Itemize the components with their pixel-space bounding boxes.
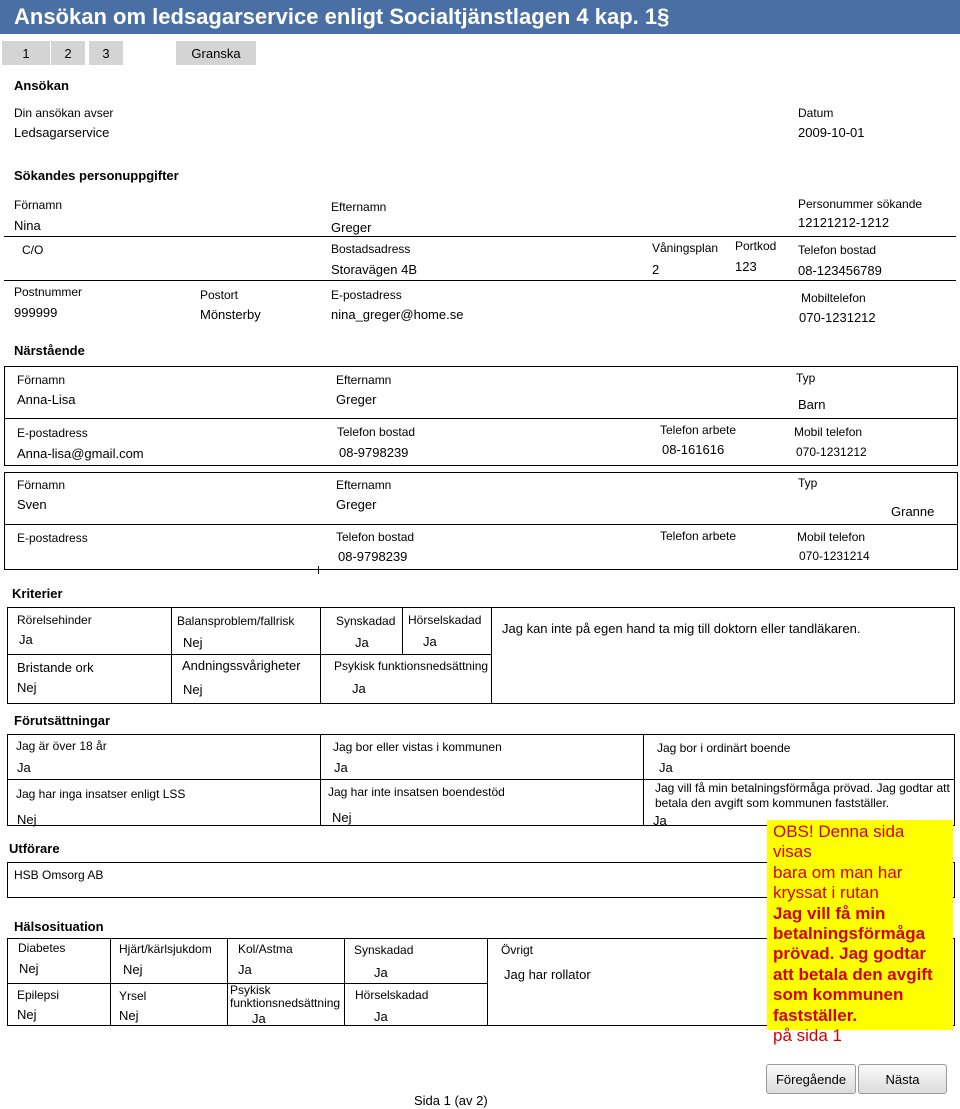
boendestod-label: Jag har inte insatsen boendestöd xyxy=(328,785,505,799)
page-title: Ansökan om ledsagarservice enligt Socialtjänstlagen 4 kap. 1§ xyxy=(14,4,670,29)
over18[interactable]: Ja xyxy=(17,760,31,775)
horselskadad[interactable]: Ja xyxy=(423,634,437,649)
halsa-psykisk-label-2: funktionsnedsättning xyxy=(230,996,341,1010)
tab-granska[interactable]: Granska xyxy=(176,41,256,65)
n1-fornamn[interactable]: Anna-Lisa xyxy=(17,392,76,407)
bostadsadress-label: Bostadsadress xyxy=(331,242,411,256)
divider xyxy=(491,607,492,704)
previous-button[interactable]: Föregående xyxy=(766,1064,856,1094)
betalning[interactable]: Ja xyxy=(653,813,667,828)
mobil[interactable]: 070-1231212 xyxy=(799,310,876,325)
sokande-fornamn-label: Förnamn xyxy=(14,198,63,212)
n2-fornamn[interactable]: Sven xyxy=(17,497,47,512)
n1-tel-bostad-label: Telefon bostad xyxy=(337,425,416,439)
ordinart[interactable]: Ja xyxy=(659,760,673,775)
halsa-psykisk[interactable]: Ja xyxy=(252,1011,266,1026)
epilepsi[interactable]: Nej xyxy=(17,1007,37,1022)
ovrigt-label: Övrigt xyxy=(501,943,534,957)
n2-efternamn[interactable]: Greger xyxy=(336,497,377,512)
portkod-label: Portkod xyxy=(735,239,777,253)
bristande-ork-label: Bristande ork xyxy=(17,660,94,675)
epost-label: E-postadress xyxy=(331,288,402,302)
obs-line: fastställer. xyxy=(773,1005,858,1025)
lss[interactable]: Nej xyxy=(17,812,37,827)
sokande-efternamn[interactable]: Greger xyxy=(331,220,372,235)
balans[interactable]: Nej xyxy=(183,635,203,650)
balans-label: Balansproblem/fallrisk xyxy=(177,614,295,628)
n2-mobil[interactable]: 070-1231214 xyxy=(799,549,870,563)
rorelsehinder-label: Rörelsehinder xyxy=(17,613,92,627)
n1-efternamn[interactable]: Greger xyxy=(336,392,377,407)
n1-epost-label: E-postadress xyxy=(17,426,88,440)
obs-line: att betala den avgift xyxy=(773,964,933,984)
andning[interactable]: Nej xyxy=(183,682,203,697)
bristande-ork[interactable]: Nej xyxy=(17,680,37,695)
utforare-heading: Utförare xyxy=(9,841,60,856)
halsa-horselskadad-label: Hörselskadad xyxy=(355,988,429,1002)
epost[interactable]: nina_greger@home.se xyxy=(331,307,464,322)
n1-tel-arbete-label: Telefon arbete xyxy=(660,423,737,437)
n2-typ[interactable]: Granne xyxy=(891,504,935,519)
obs-line: prövad. Jag godtar xyxy=(773,944,927,964)
divider xyxy=(402,607,403,654)
obs-line: Jag vill få min xyxy=(773,903,886,923)
divider xyxy=(4,524,958,525)
co-label: C/O xyxy=(22,243,44,257)
divider xyxy=(227,938,228,1026)
divider xyxy=(4,236,956,237)
obs-line: betalningsförmåga xyxy=(773,924,926,944)
rorelsehinder[interactable]: Ja xyxy=(19,632,33,647)
vaningsplan-label: Våningsplan xyxy=(652,241,719,255)
betalning-label-2: betala den avgift som kommunen fastställer. xyxy=(655,796,890,810)
yrsel-label: Yrsel xyxy=(119,989,147,1003)
postnummer[interactable]: 999999 xyxy=(14,305,58,320)
ordinart-label: Jag bor i ordinärt boende xyxy=(657,741,791,755)
diabetes[interactable]: Nej xyxy=(19,961,39,976)
kol[interactable]: Ja xyxy=(238,962,252,977)
sokande-heading: Sökandes personuppgifter xyxy=(14,168,179,183)
postnummer-label: Postnummer xyxy=(14,285,83,299)
divider xyxy=(110,938,111,1026)
epilepsi-label: Epilepsi xyxy=(17,988,60,1002)
personnummer-label: Personummer sökande xyxy=(798,197,923,211)
halsa-psykisk-label-1: Psykisk xyxy=(230,983,271,997)
yrsel[interactable]: Nej xyxy=(119,1008,139,1023)
horselskadad-label: Hörselskadad xyxy=(408,613,482,627)
over18-label: Jag är över 18 år xyxy=(16,739,107,753)
personnummer[interactable]: 12121212-1212 xyxy=(798,215,890,230)
n1-mobil-label: Mobil telefon xyxy=(794,425,863,439)
next-button[interactable]: Nästa xyxy=(858,1064,947,1094)
boendestod[interactable]: Nej xyxy=(332,810,352,825)
n1-typ-label: Typ xyxy=(796,371,816,385)
obs-line: kryssat i rutan xyxy=(773,883,879,903)
divider xyxy=(344,938,345,1026)
kriterier-note[interactable]: Jag kan inte på egen hand ta mig till doktorn eller tandläkaren. xyxy=(502,621,861,636)
kommunen[interactable]: Ja xyxy=(334,760,348,775)
divider xyxy=(320,607,321,704)
diabetes-label: Diabetes xyxy=(18,941,66,955)
obs-line: som kommunen xyxy=(773,985,904,1005)
lss-label: Jag har inga insatser enligt LSS xyxy=(16,787,186,801)
kommunen-label: Jag bor eller vistas i kommunen xyxy=(333,740,502,754)
halsa-synskadad[interactable]: Ja xyxy=(374,965,388,980)
psykisk-label: Psykisk funktionsnedsättning xyxy=(334,659,489,673)
obs-note xyxy=(767,820,953,1046)
narstaende-heading: Närstående xyxy=(14,343,85,358)
n1-tel-arbete[interactable]: 08-161616 xyxy=(662,442,725,457)
forutsattningar-heading: Förutsättningar xyxy=(14,713,111,728)
halsa-horselskadad[interactable]: Ja xyxy=(374,1009,388,1024)
vaningsplan[interactable]: 2 xyxy=(652,262,660,277)
divider xyxy=(643,734,644,826)
sokande-efternamn-label: Efternamn xyxy=(331,200,387,214)
n1-fornamn-label: Förnamn xyxy=(17,373,66,387)
postort-label: Postort xyxy=(200,288,239,302)
psykisk[interactable]: Ja xyxy=(352,681,366,696)
obs-line: på sida 1 xyxy=(773,1026,842,1046)
n2-tel-bostad-label: Telefon bostad xyxy=(336,530,415,544)
bostadsadress[interactable]: Storavägen 4B xyxy=(331,262,418,277)
n2-tel-arbete-label: Telefon arbete xyxy=(660,529,737,543)
andning-label: Andningssvårigheter xyxy=(182,658,301,673)
tab-2[interactable]: 2 xyxy=(51,41,85,65)
tab-3[interactable]: 3 xyxy=(89,41,123,65)
hjart[interactable]: Nej xyxy=(123,962,143,977)
obs-line: bara om man har xyxy=(773,862,903,882)
halsa-heading: Hälsosituation xyxy=(14,919,104,934)
divider xyxy=(487,938,488,1026)
n2-fornamn-label: Förnamn xyxy=(17,478,66,492)
ovrigt[interactable]: Jag har rollator xyxy=(504,967,591,982)
postort[interactable]: Mönsterby xyxy=(200,307,261,322)
n1-epost[interactable]: Anna-lisa@gmail.com xyxy=(17,446,144,461)
n1-efternamn-label: Efternamn xyxy=(336,373,392,387)
tab-1[interactable]: 1 xyxy=(2,41,50,65)
telefon-bostad[interactable]: 08-123456789 xyxy=(798,263,882,278)
kol-label: Kol/Astma xyxy=(238,942,293,956)
divider xyxy=(320,734,321,826)
synskadad[interactable]: Ja xyxy=(355,635,369,650)
synskadad-label: Synskadad xyxy=(336,614,396,628)
utforare-value[interactable]: HSB Omsorg AB xyxy=(14,868,104,882)
divider xyxy=(171,607,172,704)
sokande-fornamn[interactable]: Nina xyxy=(14,218,41,233)
n2-mobil-label: Mobil telefon xyxy=(797,530,866,544)
n1-typ[interactable]: Barn xyxy=(798,397,826,412)
n2-epost-label: E-postadress xyxy=(17,531,88,545)
mobil-label: Mobiltelefon xyxy=(801,291,866,305)
divider xyxy=(4,418,958,419)
n2-efternamn-label: Efternamn xyxy=(336,478,392,492)
divider xyxy=(7,654,491,655)
avser-value[interactable]: Ledsagarservice xyxy=(14,125,110,140)
divider xyxy=(7,779,955,780)
divider xyxy=(4,280,956,281)
betalning-label-1: Jag vill få min betalningsförmåga prövad. Jag godtar att xyxy=(655,781,950,795)
n1-mobil[interactable]: 070-1231212 xyxy=(796,445,867,459)
obs-line: OBS! Denna sida visas xyxy=(773,822,905,862)
n1-tel-bostad[interactable]: 08-9798239 xyxy=(339,445,409,460)
datum-value[interactable]: 2009-10-01 xyxy=(798,125,865,140)
hjart-label: Hjärt/kärlsjukdom xyxy=(119,942,212,956)
ansokan-heading: Ansökan xyxy=(14,78,69,93)
page-indicator: Sida 1 (av 2) xyxy=(414,1093,488,1108)
telefon-bostad-label: Telefon bostad xyxy=(798,243,877,257)
divider xyxy=(318,566,319,574)
n2-typ-label: Typ xyxy=(798,476,818,490)
portkod[interactable]: 123 xyxy=(735,259,757,274)
kriterier-heading: Kriterier xyxy=(12,586,63,601)
halsa-synskadad-label: Synskadad xyxy=(354,943,414,957)
avser-label: Din ansökan avser xyxy=(14,106,114,120)
n2-tel-bostad[interactable]: 08-9798239 xyxy=(338,549,408,564)
datum-label: Datum xyxy=(798,106,834,120)
